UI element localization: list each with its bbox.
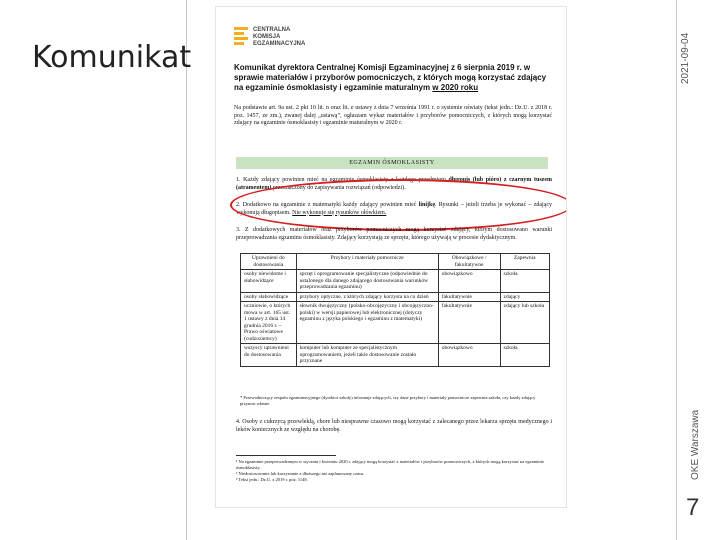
slide-organization: OKE Warszawa xyxy=(690,409,701,480)
aids-table xyxy=(240,253,550,367)
footnote: ¹ Na egzaminie przeprowadzanym w styczniu i kwietniu 2020 r. zdający mogą korzystać z materiałów i przyborów pomocniczych, z których mogą korzystać na egzaminie ósmoklasisty. xyxy=(236,459,544,470)
right-divider xyxy=(676,0,677,540)
logo-line-3: EGZAMINACYJNA xyxy=(253,41,306,47)
cke-logo xyxy=(234,27,305,48)
section-title: EGZAMIN ÓSMOKLASISTY xyxy=(236,157,548,169)
item-4: 4. Osoby z cukrzycą przewlekłą, chore lub niesprawne czasowo mogą korzystać z zalecanego przez lekarza sprzętu medycznego i leków koniecznych ze względu na chorobę. xyxy=(236,419,552,433)
footnote: ³ Tekst jedn.: Dz.U. z 2019 r. poz. 1148. xyxy=(236,477,308,482)
table-cell: osoby niewidome i słabowidzące xyxy=(241,270,297,293)
table-cell: obowiązkowo xyxy=(438,344,500,367)
slide-date: 2021-09-04 xyxy=(680,32,691,84)
footnote-divider xyxy=(236,455,336,456)
table-row xyxy=(241,292,550,302)
table-header-row xyxy=(241,254,550,270)
table-row xyxy=(241,270,550,293)
table-cell: uczniowie, o których mowa w art. 165 ust. 1 ustawy z dnia 14 grudnia 2016 r. – Prawo oświatowe (cudzoziemcy) xyxy=(241,302,297,344)
table-header: Zapewnia xyxy=(500,254,549,270)
table-cell: komputer lub komputer ze specjalistycznym oprogramowaniem, jeżeli takie dostosowanie zostało przyznane xyxy=(296,344,438,367)
footnotes xyxy=(236,459,552,483)
document-heading: Komunikat dyrektora Centralnej Komisji Egzaminacyjnej z 6 sierpnia 2019 r. w sprawie materiałów i przyborów pomocniczych, z których mogą korzystać zdający na egzaminie ósmoklasisty i egzaminie maturalnym w 2020 roku xyxy=(234,63,547,92)
cke-logo-icon xyxy=(234,27,248,45)
item-3: 3. Z dodatkowych materiałów oraz przyborów pomocniczych mogą korzystać zdający, którym dostosowano warunki przeprowadzania egzaminu ósmoklasisty. Zdający korzystają ze sprzętu, którego używają w procesie dydaktycznym. xyxy=(236,227,552,241)
table-cell: sprzęt i oprogramowanie specjalistyczne (odpowiednie do ustalonego dla danego zdającego dostosowania warunków przeprowadzania egzaminu) xyxy=(296,270,438,293)
table-cell: przybory optyczne, z których zdający korzysta na co dzień xyxy=(296,292,438,302)
table-cell: obowiązkowo xyxy=(438,270,500,293)
table-row xyxy=(241,344,550,367)
table-cell: szkoła xyxy=(500,344,549,367)
item-1: 1. Każdy zdający powinien mieć na egzaminie ósmoklasisty z każdego przedmiotu długopis (lub pióro) z czarnym tuszem (atramentem) przeznaczony do zapisywania rozwiązań (odpowiedzi). xyxy=(236,177,552,191)
footnote: ² Niedostosowanie lub korzystanie z dłuższego niż zaplanowany czasu. xyxy=(236,471,365,476)
document-intro: Na podstawie art. 9a ust. 2 pkt 10 lit. n oraz lit. e ustawy z dnia 7 września 1991 r. o systemie oświaty (tekst jedn.: Dz.U. z 2018 r. poz. 1457, ze zm.), zwanej dalej „ustawą”, ogłaszam wykaz materiałów i przyborów pomocniczych, z których mogą korzystać zdający na egzaminie ósmoklasisty i egzaminie maturalnym w 2020 r. xyxy=(234,105,552,126)
table-cell: osoby słabowidzące xyxy=(241,292,297,302)
page-number: 7 xyxy=(686,494,700,521)
table-cell: słownik dwujęzyczny (polsko-obcojęzyczny i obcojęzyczno-polski) w wersji papierowej lub elektronicznej (dotyczy egzaminu z języka polskiego i egzaminu z matematyki) xyxy=(296,302,438,344)
table-cell: fakultatywnie xyxy=(438,302,500,344)
slide-title: Komunikat xyxy=(32,40,192,75)
left-divider xyxy=(186,0,187,540)
logo-line-2: KOMISJA xyxy=(253,34,281,40)
table-cell: zdający lub szkoła xyxy=(500,302,549,344)
table-cell: wszyscy uprawnieni do dostosowania xyxy=(241,344,297,367)
item-2: 2. Dodatkowo na egzaminie z matematyki każdy zdający powinien mieć linijkę. Rysunki – jeżeli trzeba je wykonać – zdający wykonują długopisem. Nie wykonuje się rysunków ołówkiem. xyxy=(236,202,553,216)
table-cell: fakultatywnie xyxy=(438,292,500,302)
logo-line-1: CENTRALNA xyxy=(253,27,291,33)
table-header: Uprawnieni do dostosowania xyxy=(241,254,297,270)
table-note: * Przewodniczący zespołu egzaminacyjnego (dyrektor szkoły) informuje zdających, czy dane przybory i materiały pomocnicze zapewnia szkoła, czy każdy zdający przynosi własne. xyxy=(240,395,536,406)
table-cell: szkoła xyxy=(500,270,549,293)
table-header: Obowiązkowe / fakultatywne xyxy=(438,254,500,270)
document-image xyxy=(215,6,567,508)
red-highlight-ellipse xyxy=(230,179,567,231)
table-cell: zdający xyxy=(500,292,549,302)
table-header: Przybory i materiały pomocnicze xyxy=(296,254,438,270)
table-row xyxy=(241,302,550,344)
